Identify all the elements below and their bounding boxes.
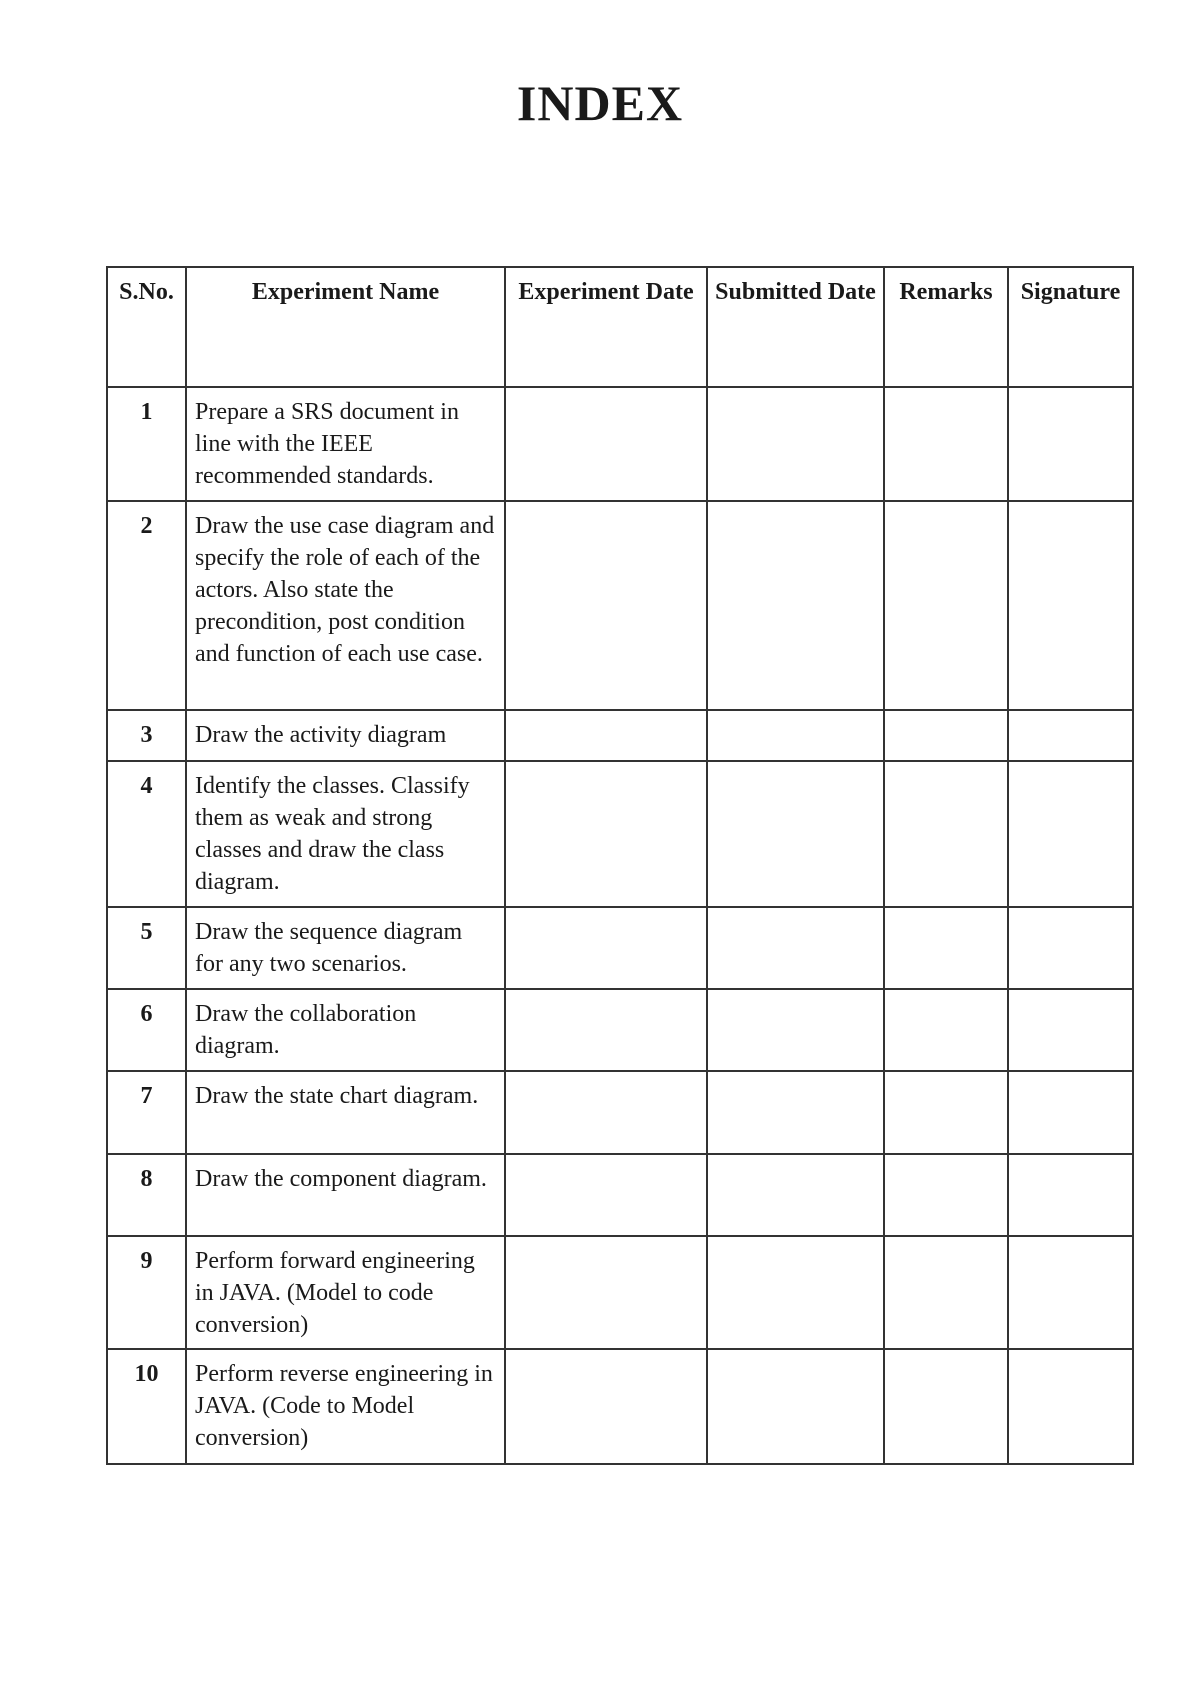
row-submitted-date (707, 1154, 884, 1236)
row-experiment-name: Perform forward engineering in JAVA. (Model to code conversion) (186, 1236, 505, 1349)
row-experiment-date (505, 1071, 707, 1154)
row-submitted-date (707, 501, 884, 710)
row-submitted-date (707, 989, 884, 1071)
column-header-remarks: Remarks (884, 267, 1008, 387)
table-row (107, 1236, 1133, 1349)
row-signature (1008, 989, 1133, 1071)
row-remarks (884, 1236, 1008, 1349)
row-sno: 7 (107, 1071, 186, 1154)
table-row (107, 1071, 1133, 1154)
row-experiment-name: Draw the sequence diagram for any two scenarios. (186, 907, 505, 989)
row-remarks (884, 761, 1008, 907)
index-table (106, 266, 1134, 1465)
row-signature (1008, 501, 1133, 710)
row-signature (1008, 1154, 1133, 1236)
page-title: INDEX (516, 75, 684, 131)
table-row (107, 710, 1133, 761)
column-header-experiment-date: Experiment Date (505, 267, 707, 387)
row-experiment-date (505, 1349, 707, 1464)
row-signature (1008, 761, 1133, 907)
table-row (107, 387, 1133, 501)
row-experiment-date (505, 761, 707, 907)
row-sno: 1 (107, 387, 186, 501)
row-sno: 3 (107, 710, 186, 761)
row-remarks (884, 1071, 1008, 1154)
row-submitted-date (707, 1071, 884, 1154)
row-submitted-date (707, 710, 884, 761)
table-row (107, 989, 1133, 1071)
row-remarks (884, 710, 1008, 761)
column-header-signature: Signature (1008, 267, 1133, 387)
row-signature (1008, 907, 1133, 989)
row-submitted-date (707, 761, 884, 907)
row-submitted-date (707, 1349, 884, 1464)
row-experiment-date (505, 710, 707, 761)
row-remarks (884, 907, 1008, 989)
row-experiment-name: Perform reverse engineering in JAVA. (Code to Model conversion) (186, 1349, 505, 1464)
row-signature (1008, 1071, 1133, 1154)
column-header-submitted-date: Submitted Date (707, 267, 884, 387)
row-remarks (884, 1349, 1008, 1464)
table-row (107, 501, 1133, 710)
table-row (107, 1349, 1133, 1464)
column-header-sno: S.No. (107, 267, 186, 387)
row-submitted-date (707, 387, 884, 501)
row-experiment-date (505, 907, 707, 989)
row-experiment-date (505, 501, 707, 710)
row-sno: 2 (107, 501, 186, 710)
row-experiment-name: Draw the collaboration diagram. (186, 989, 505, 1071)
row-sno: 9 (107, 1236, 186, 1349)
row-signature (1008, 387, 1133, 501)
row-experiment-date (505, 989, 707, 1071)
table-row (107, 1154, 1133, 1236)
row-experiment-date (505, 1236, 707, 1349)
row-experiment-name: Draw the state chart diagram. (186, 1071, 505, 1154)
row-sno: 4 (107, 761, 186, 907)
row-experiment-name: Draw the component diagram. (186, 1154, 505, 1236)
row-experiment-name: Identify the classes. Classify them as weak and strong classes and draw the class diagram. (186, 761, 505, 907)
row-experiment-date (505, 1154, 707, 1236)
row-experiment-name: Draw the activity diagram (186, 710, 505, 761)
row-sno: 6 (107, 989, 186, 1071)
row-sno: 5 (107, 907, 186, 989)
table-row (107, 761, 1133, 907)
row-remarks (884, 1154, 1008, 1236)
row-remarks (884, 387, 1008, 501)
row-experiment-date (505, 387, 707, 501)
row-signature (1008, 710, 1133, 761)
row-experiment-name: Draw the use case diagram and specify the role of each of the actors. Also state the precondition, post condition and function of each use case. (186, 501, 505, 710)
row-signature (1008, 1349, 1133, 1464)
row-submitted-date (707, 907, 884, 989)
row-submitted-date (707, 1236, 884, 1349)
table-header-row (107, 267, 1133, 387)
row-experiment-name: Prepare a SRS document in line with the IEEE recommended standards. (186, 387, 505, 501)
row-remarks (884, 989, 1008, 1071)
row-remarks (884, 501, 1008, 710)
row-sno: 10 (107, 1349, 186, 1464)
row-signature (1008, 1236, 1133, 1349)
column-header-experiment-name: Experiment Name (186, 267, 505, 387)
table-row (107, 907, 1133, 989)
row-sno: 8 (107, 1154, 186, 1236)
